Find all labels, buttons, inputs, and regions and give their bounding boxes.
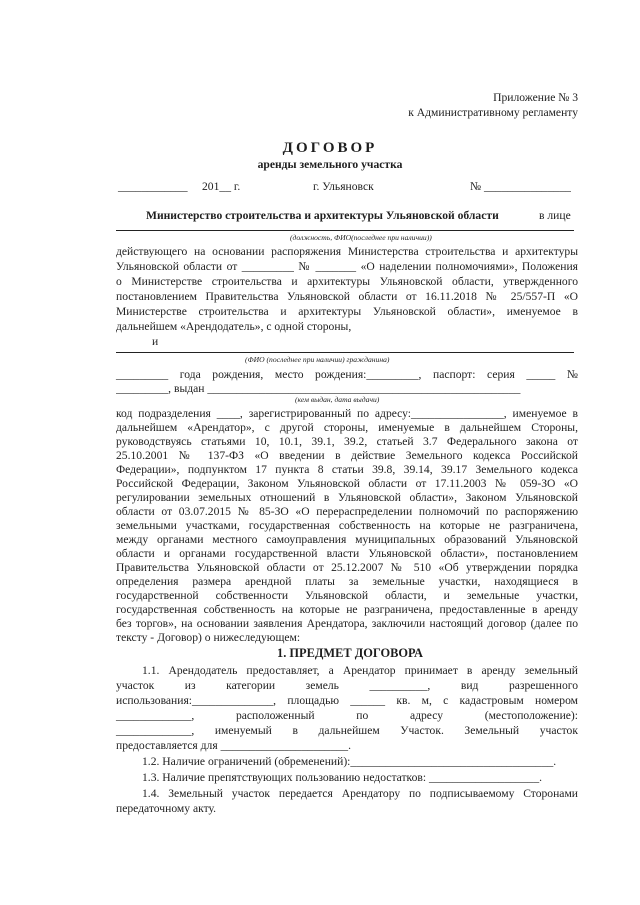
body-line-7: регулировании земельных отношений в Ульяновской области», Законом Ульяновской [116, 491, 578, 504]
p13-line: 1.3. Наличие препятствующих пользованию недостатков: ___________________. [142, 771, 543, 784]
lessor-line-6: дальнейшем «Арендодатель», с одной стороны, [116, 320, 352, 333]
position-blank-line [116, 230, 574, 231]
p11-line-1: 1.1. Арендодатель предоставляет, а Арендатор принимает в аренду земельный [142, 664, 578, 677]
p14-line-2: передаточному акту. [116, 802, 217, 815]
lessor-line-2: Ульяновской области от _________ № _______ «О наделении полномочиями», Положения [116, 260, 578, 273]
and-label: и [152, 335, 159, 348]
lessor-line-3: о Министерстве строительства и архитектуры Ульяновской области, утвержденного [116, 275, 578, 288]
lessor-line-5: Министерстве строительства и архитектуры Ульяновской области», именуемое в [116, 305, 578, 318]
lessor-line-4: постановлением Правительства Ульяновской области от 16.11.2018 № 25/557-П «О [116, 290, 578, 303]
body-line-2: дальнейшем «Арендатор», с другой стороны, именуемые в дальнейшем Стороны, [116, 421, 578, 434]
p11-line-5: _____________, именуемый в дальнейшем Участок. Земельный участок [116, 724, 578, 737]
fio-caption: (ФИО (последнее при наличии) гражданина) [245, 355, 390, 364]
body-line-13: определения размера арендной платы за земельные участки, находящиеся в [116, 575, 578, 588]
body-line-17: тексту - Договор) о нижеследующем: [116, 631, 301, 644]
body-line-8: области от 03.07.2015 № 85-ЗО «О перераспределении полномочий по распоряжению [116, 505, 578, 518]
section-heading: 1. ПРЕДМЕТ ДОГОВОРА [277, 646, 423, 660]
position-caption: (должность, ФИО(последнее при наличии)) [290, 233, 432, 242]
body-line-3: руководствуясь статьями 10, 10.1, 39.1, 39.2, статьей 3.7 Федерального закона от [116, 435, 578, 448]
in-person-label: в лице [539, 209, 571, 222]
body-line-16: без торгов», на основании заявления Арендатора, заключили настоящий договор (далее по [116, 617, 578, 630]
issued-line: _________, выдан ______________________________________________________ [116, 382, 521, 395]
fio-blank-line [116, 352, 574, 353]
p14-line-1: 1.4. Земельный участок передается Арендатору по подписываемому Сторонами [142, 787, 578, 800]
body-line-14: государственной собственности Ульяновской области, и земельные участки, [116, 589, 578, 602]
p12-line: 1.2. Наличие ограничений (обременений):___________________________________. [142, 755, 557, 768]
date-year: 201__ г. [202, 180, 241, 193]
body-line-5: Федерации», подпунктом 17 пункта 8 статьи 39.8, 39.14, 39.17 Земельного кодекса [116, 463, 578, 476]
p11-line-3: использования:______________, площадью ______ кв. м, с кадастровым номером [116, 694, 578, 707]
regulation-label: к Административному регламенту [408, 106, 578, 119]
p11-line-4: _____________, расположенный по адресу (местоположение): [116, 709, 578, 722]
lessor-line-1: действующего на основании распоряжения Министерства строительства и архитектуры [116, 245, 578, 258]
p11-line-2: участок из категории земель __________, вид разрешенного [116, 679, 578, 692]
p11-line-6: предоставляется для ______________________. [116, 739, 351, 752]
document-subtitle: аренды земельного участка [257, 158, 403, 171]
date-blank: ____________ [118, 180, 188, 193]
body-line-10: между органами местного самоуправления муниципальных образований Ульяновской [116, 533, 578, 546]
body-line-4: 25.10.2001 № 137-ФЗ «О введении в действие Земельного кодекса Российской [116, 449, 578, 462]
birth-line: _________ года рождения, место рождения:_________, паспорт: серия _____ № [116, 368, 578, 381]
city: г. Ульяновск [313, 180, 374, 193]
body-line-1: код подразделения ____, зарегистрированный по адресу:________________, именуемое в [116, 407, 578, 420]
body-line-15: государственная собственность на которые не разграничена, предоставленные в аренду [116, 603, 578, 616]
body-line-11: области и органами государственной власти Ульяновской области», постановлением [116, 547, 578, 560]
body-line-6: Российской Федерации, Законом Ульяновской области от 17.11.2003 № 059-ЗО «О [116, 477, 578, 490]
issued-caption: (кем выдан, дата выдачи) [295, 395, 380, 404]
lessor-name: Министерство строительства и архитектуры Ульяновской области [146, 209, 499, 222]
appendix-label: Приложение № 3 [493, 91, 578, 104]
document-title: ДОГОВОР [282, 140, 378, 156]
body-line-12: Правительства Ульяновской области от 25.12.2007 № 510 «Об утверждении порядка [116, 561, 578, 574]
contract-number: № _______________ [470, 180, 571, 193]
body-line-9: земельными участками, государственная собственность на которые не разграничена, [116, 519, 578, 532]
